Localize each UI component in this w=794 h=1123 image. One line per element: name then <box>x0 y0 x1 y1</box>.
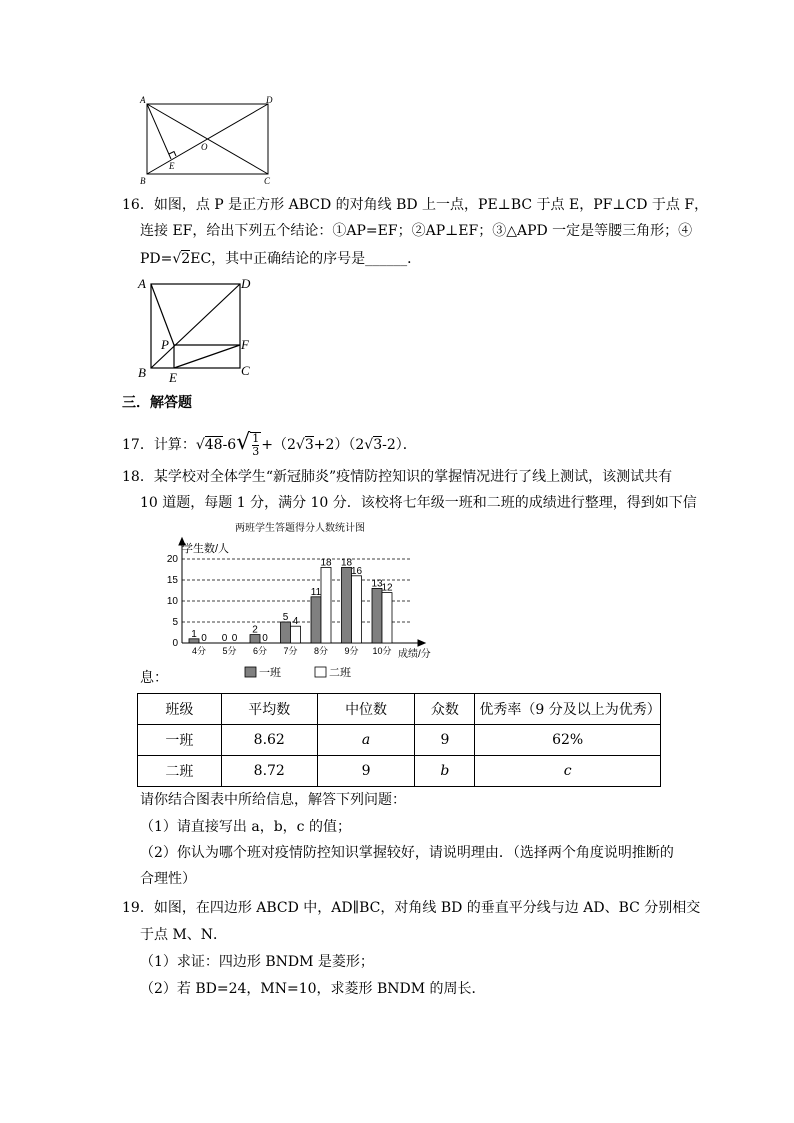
chart-legend-swatch <box>315 667 326 677</box>
q18-line3: 息： <box>140 670 168 686</box>
q16-line2: 连接 EF，给出下列五个结论：①AP=EF；②AP⊥EF；③△APD 一定是等腰三角形；④ <box>140 223 693 239</box>
q19-sub1: （1）求证：四边形 BNDM 是菱形； <box>140 954 374 970</box>
chart-data-label: 18 <box>340 557 353 569</box>
table-cell: 9 <box>415 725 475 756</box>
chart-x-axis-arrow <box>418 640 425 646</box>
chart-category-label: 4分 <box>191 646 207 656</box>
chart-category-label: 5分 <box>222 646 237 656</box>
q17-rest-3: -2）． <box>382 437 417 453</box>
fig16-label-p: P <box>161 337 169 352</box>
chart-bar <box>281 622 291 643</box>
bar-chart <box>160 518 460 683</box>
table-cell: 8.72 <box>221 756 317 787</box>
table-cell: b <box>415 756 475 787</box>
q17-sqrt-sign-4: √ <box>364 437 374 453</box>
fig16-label-c: C <box>241 363 250 378</box>
table-header-cell: 中位数 <box>317 694 415 725</box>
fig16-label-e: E <box>169 370 177 385</box>
fig15-label-o: O <box>201 142 208 152</box>
q17-sqrt-3a: 3 <box>304 437 314 453</box>
table-cell: 62% <box>475 725 661 756</box>
q16-line3-suffix: EC，其中正确结论的序号是 <box>190 251 366 267</box>
q17-rest-1: +（2 <box>261 437 296 453</box>
chart-legend-swatch <box>245 667 256 677</box>
q18-instruction: 请你结合图表中所给信息，解答下列问题： <box>140 792 406 808</box>
chart-data-label: 13 <box>371 578 383 590</box>
q19-line1: 19．如图，在四边形 ABCD 中，AD∥BC，对角线 BD 的垂直平分线与边 AD、BC 分别相交 <box>122 900 701 916</box>
q17-sqrt-sign-1: √ <box>195 437 205 453</box>
chart-title: 两班学生答题得分人数统计图 <box>235 523 365 534</box>
q17-frac-num: 1 <box>252 432 260 445</box>
chart-category-label: 6分 <box>252 646 268 656</box>
q16-line1: 16．如图，点 P 是正方形 ABCD 的对角线 BD 上一点，PE⊥BC 于点 E，PF⊥CD 于点 F， <box>122 197 709 213</box>
figure-15-rectangle <box>136 92 286 188</box>
chart-data-label: 0 <box>201 633 207 644</box>
fig16-label-f: F <box>241 337 249 352</box>
chart-data-label: 18 <box>320 557 332 569</box>
chart-xlabel: 成绩/分 <box>398 649 431 660</box>
q19-sub2: （2）若 BD=24，MN=10，求菱形 BNDM 的周长． <box>140 981 486 997</box>
chart-category-label: 8分 <box>313 646 329 656</box>
q17-sqrt-3b: 3 <box>373 437 383 453</box>
chart-bar <box>250 635 260 643</box>
fig15-label-c: C <box>264 176 271 186</box>
chart-data-label: 5 <box>282 612 289 623</box>
chart-category-label: 9分 <box>344 646 359 656</box>
q17-minus-6: -6 <box>222 437 237 453</box>
chart-data-label: 16 <box>350 565 363 577</box>
table-header-cell: 众数 <box>415 694 475 725</box>
chart-bar <box>382 593 392 643</box>
q17-frac-den: 3 <box>252 445 260 458</box>
chart-bar <box>321 567 331 643</box>
q17-sqrt-sign-3: √ <box>295 437 305 453</box>
table-cell: 二班 <box>138 756 222 787</box>
chart-bar <box>342 567 352 643</box>
chart-data-label: 1 <box>191 628 197 640</box>
fig15-label-d: D <box>266 95 273 105</box>
chart-category-label: 7分 <box>283 646 298 656</box>
chart-category-label: 10分 <box>372 646 392 656</box>
q17-fraction <box>250 432 261 458</box>
chart-ytick-label: 0 <box>172 638 178 649</box>
q18-sub1: （1）请直接写出 a，b，c 的值； <box>140 819 351 835</box>
chart-data-label: 4 <box>292 616 299 628</box>
chart-bar <box>372 588 382 643</box>
q17-sqrt-48: 48 <box>204 437 223 453</box>
q17-sqrt-sign-2: √ <box>236 430 251 455</box>
table-row <box>138 725 661 756</box>
chart-data-label: 0 <box>231 633 238 644</box>
q16-line3-end: ． <box>407 251 422 267</box>
table-header-cell: 班级 <box>138 694 222 725</box>
chart-data-label: 0 <box>262 633 268 644</box>
figure-16-square <box>134 273 264 385</box>
q17-expression <box>122 432 417 458</box>
fig16-label-b: B <box>138 365 146 380</box>
chart-data-label: 0 <box>221 633 228 644</box>
chart-ytick-label: 10 <box>166 596 178 607</box>
chart-legend-label: 一班 <box>259 667 281 679</box>
table-row <box>138 756 661 787</box>
table-header-cell: 平均数 <box>221 694 317 725</box>
q18-line2: 10 道题，每题 1 分，满分 10 分．该校将七年级一班和二班的成绩进行整理，得到如下信 <box>140 495 697 511</box>
chart-ytick-label: 20 <box>166 554 178 565</box>
stats-table <box>137 693 661 787</box>
chart-ytick-label: 5 <box>172 617 178 628</box>
chart-data-label: 11 <box>310 586 322 598</box>
chart-data-label: 12 <box>381 582 393 594</box>
q16-pd-eq: PD= <box>140 251 173 267</box>
fig15-label-e: E <box>169 161 175 171</box>
table-cell: 一班 <box>138 725 222 756</box>
table-header-row <box>138 694 661 725</box>
chart-legend-label: 二班 <box>329 667 351 679</box>
fig16-label-d: D <box>241 276 251 291</box>
q16-answer-blank: ______ <box>365 251 408 267</box>
chart-bar <box>352 576 362 643</box>
table-cell: a <box>317 725 415 756</box>
q18-sub2-line2: 合理性） <box>140 871 196 887</box>
q19-line2: 于点 M、N． <box>140 927 228 943</box>
fig16-label-a: A <box>138 276 146 291</box>
fig15-label-a: A <box>140 95 146 105</box>
chart-bar <box>291 626 301 643</box>
chart-bar <box>311 597 321 643</box>
q16-sqrt-sign: √ <box>172 251 182 267</box>
table-cell: 8.62 <box>221 725 317 756</box>
table-header-cell: 优秀率（9 分及以上为优秀） <box>475 694 661 725</box>
section-3-title: 三．解答题 <box>122 395 192 411</box>
q16-line3 <box>140 249 421 269</box>
q16-sqrt-radicand: 2 <box>181 251 191 267</box>
fig15-label-b: B <box>140 176 146 186</box>
chart-ylabel: 学生数/人 <box>182 543 230 555</box>
q18-sub2-line1: （2）你认为哪个班对疫情防控知识掌握较好，请说明理由．（选择两个角度说明推断的 <box>140 845 674 861</box>
q17-prefix: 17．计算： <box>122 437 196 453</box>
table-cell: 9 <box>317 756 415 787</box>
chart-ytick-label: 15 <box>166 575 178 586</box>
table-cell: c <box>475 756 661 787</box>
chart-data-label: 2 <box>252 624 258 636</box>
q18-line1: 18．某学校对全体学生“新冠肺炎”疫情防控知识的掌握情况进行了线上测试，该测试共有 <box>122 469 673 485</box>
q17-rest-2: +2）（2 <box>313 437 365 453</box>
